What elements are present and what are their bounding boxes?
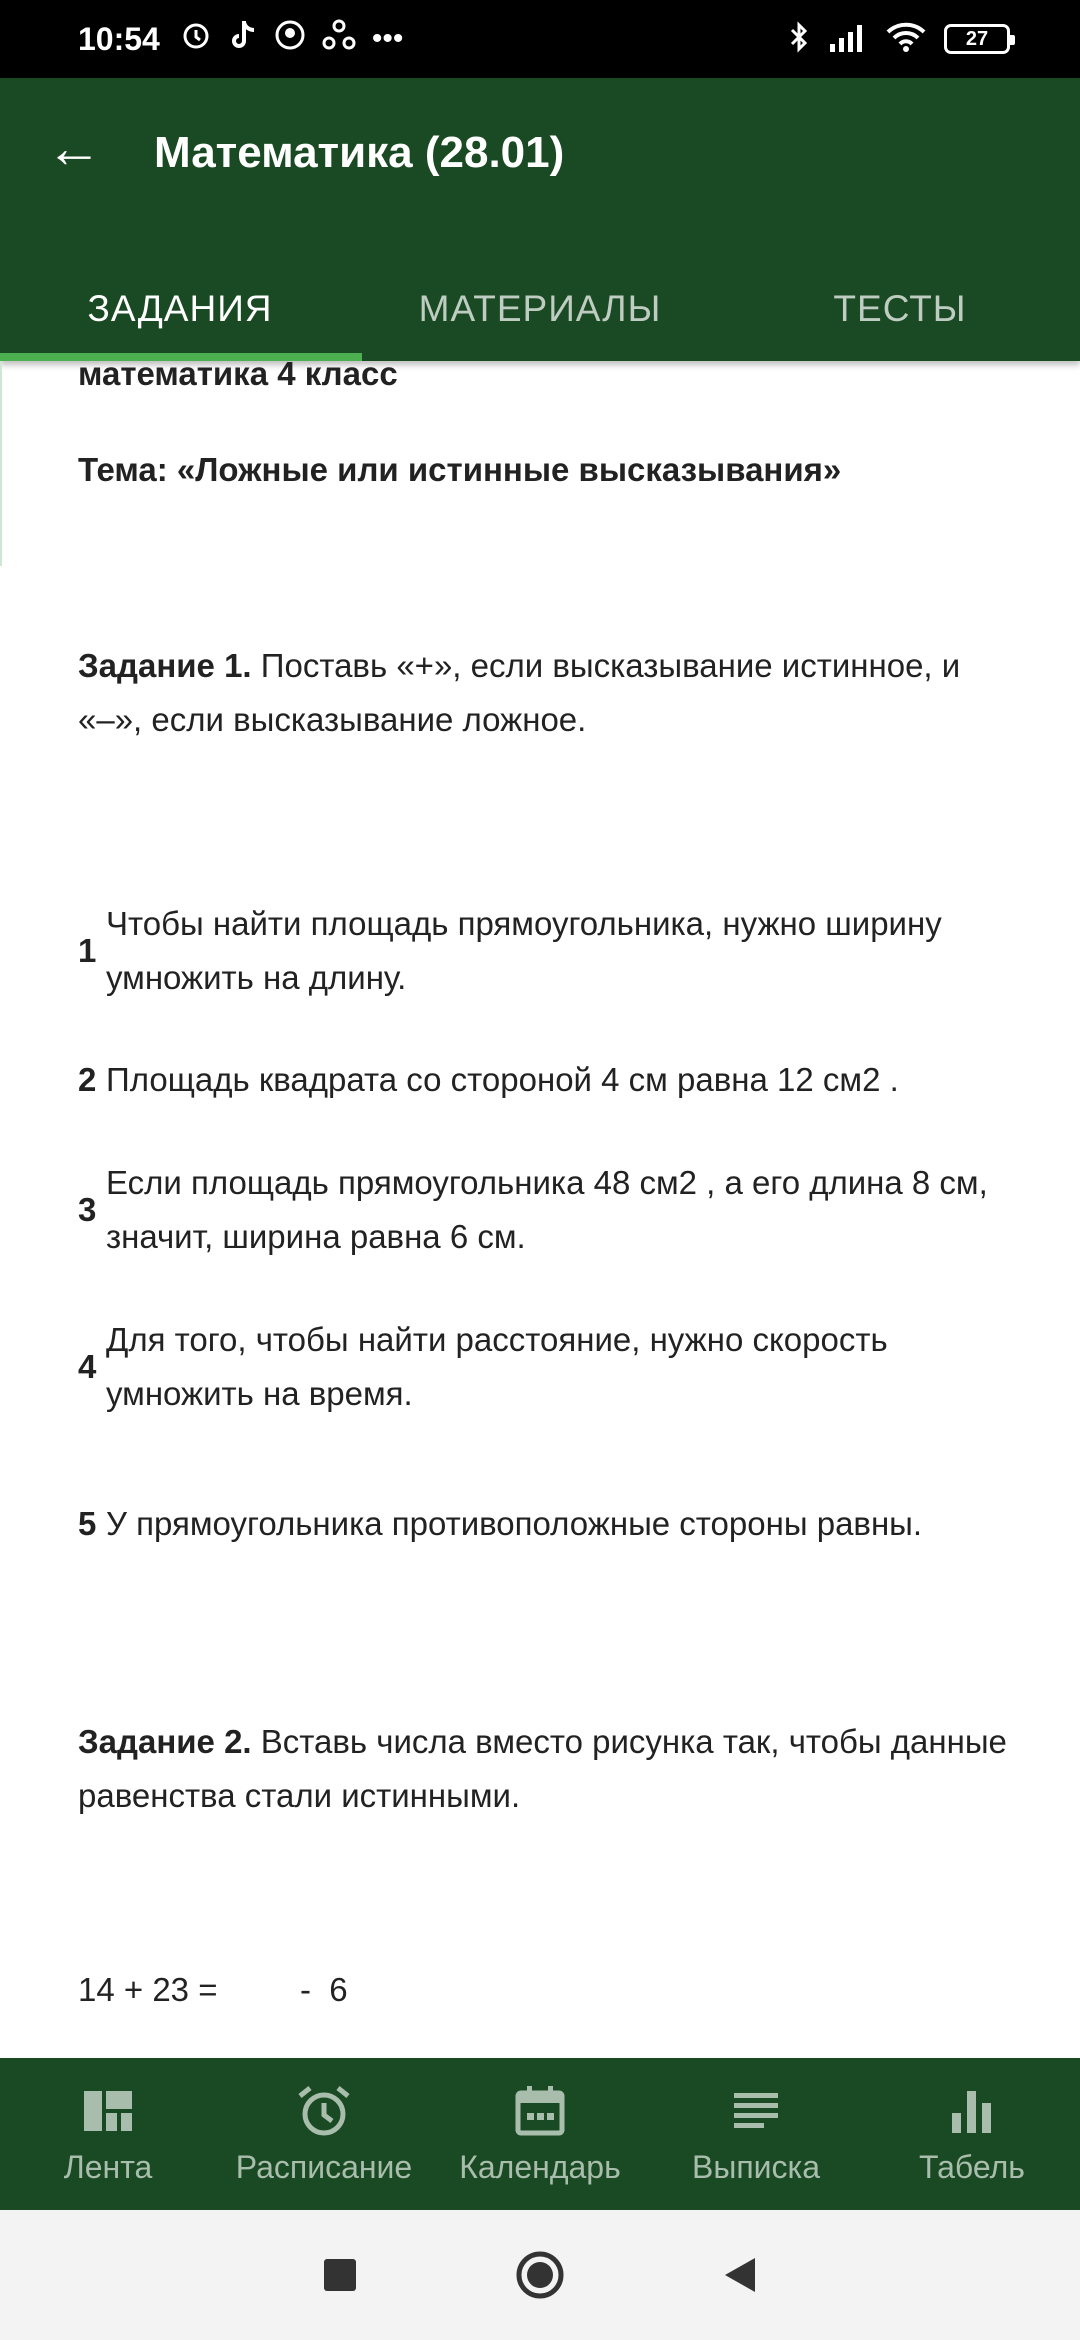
square-icon [323, 2258, 357, 2292]
list-item [78, 1053, 1028, 1107]
statement-text: Если площадь прямоугольника 48 см2 , а его длина 8 см, значит, ширина равна 6 см. [106, 1164, 988, 1255]
triangle-back-icon [723, 2256, 757, 2294]
alarm-clock-icon [296, 2083, 352, 2139]
statement-number: 3 [78, 1191, 97, 1228]
task2-paragraph [78, 1715, 1028, 1823]
bottom-navigation [0, 2058, 1080, 2210]
page-title: Математика (28.01) [154, 128, 565, 177]
app-bar [0, 78, 1080, 361]
nav-schedule-label: Расписание [235, 2148, 413, 2185]
battery-icon: 27 [944, 24, 1010, 54]
home-button[interactable] [440, 2210, 640, 2340]
app-status-icon [274, 19, 306, 59]
tab-bar [0, 256, 1080, 361]
tab-tests[interactable]: ТЕСТЫ [833, 287, 967, 329]
nav-statement[interactable] [648, 2058, 864, 2210]
nav-report-card-label: Табель [919, 2148, 1025, 2185]
back-button[interactable] [640, 2210, 840, 2340]
statement-text: Для того, чтобы найти расстояние, нужно скорость умножить на время. [106, 1321, 888, 1412]
share-status-icon [322, 19, 356, 59]
status-time: 10:54 [78, 20, 160, 57]
list-lines-icon [728, 2083, 784, 2139]
more-status-dots: ••• [371, 22, 404, 55]
scroll-edge-indicator [0, 361, 2, 566]
bluetooth-icon [788, 21, 810, 58]
circle-icon [515, 2250, 565, 2300]
tiktok-status-icon [228, 19, 258, 59]
topic-heading: Тема: «Ложные или истинные высказывания» [78, 451, 842, 488]
back-arrow-icon[interactable]: ← [46, 116, 102, 179]
statement-text: Площадь квадрата со стороной 4 см равна 12 см2 . [106, 1061, 899, 1098]
feed-icon [80, 2083, 136, 2139]
nav-feed-label: Лента [63, 2148, 153, 2185]
calendar-icon [512, 2083, 568, 2139]
alarm-status-icon [180, 19, 212, 59]
task1-label: Задание 1. [78, 647, 252, 684]
nav-report-card[interactable] [864, 2058, 1080, 2210]
task2-text: Вставь числа вместо рисунка так, чтобы данные равенства стали истинными. [78, 1723, 1007, 1814]
nav-statement-label: Выписка [691, 2148, 821, 2185]
statement-number: 5 [78, 1505, 97, 1542]
status-bar [0, 0, 1080, 78]
statement-number: 4 [78, 1348, 97, 1385]
bar-chart-icon [944, 2083, 1000, 2139]
statement-number: 2 [78, 1061, 97, 1098]
task1-text: Поставь «+», если высказывание истинное, и «–», если высказывание ложное. [78, 647, 961, 738]
task2-label: Задание 2. [78, 1723, 252, 1760]
wifi-icon [886, 22, 926, 57]
list-item [78, 1156, 1028, 1264]
signal-icon [828, 22, 868, 57]
list-item [78, 1313, 1028, 1421]
equation-line: 14 + 23 = - 6 [78, 1971, 348, 2008]
tab-tasks[interactable]: ЗАДАНИЯ [0, 256, 360, 361]
system-navigation-bar [0, 2210, 1080, 2340]
statement-text: У прямоугольника противоположные стороны равны. [106, 1505, 923, 1542]
nav-feed[interactable] [0, 2058, 216, 2210]
tab-materials[interactable]: МАТЕРИАЛЫ [418, 287, 662, 329]
list-item [78, 897, 1028, 1005]
nav-calendar[interactable] [432, 2058, 648, 2210]
recents-button[interactable] [240, 2210, 440, 2340]
nav-calendar-label: Календарь [459, 2148, 621, 2185]
task-content[interactable] [0, 361, 1080, 2058]
statement-number: 1 [78, 932, 97, 969]
subject-heading: математика 4 класс [78, 361, 398, 392]
list-item [78, 1470, 1028, 1578]
statement-text: Чтобы найти площадь прямоугольника, нужно ширину умножить на длину. [106, 905, 942, 996]
nav-schedule[interactable] [216, 2058, 432, 2210]
task1-paragraph [78, 639, 1028, 747]
